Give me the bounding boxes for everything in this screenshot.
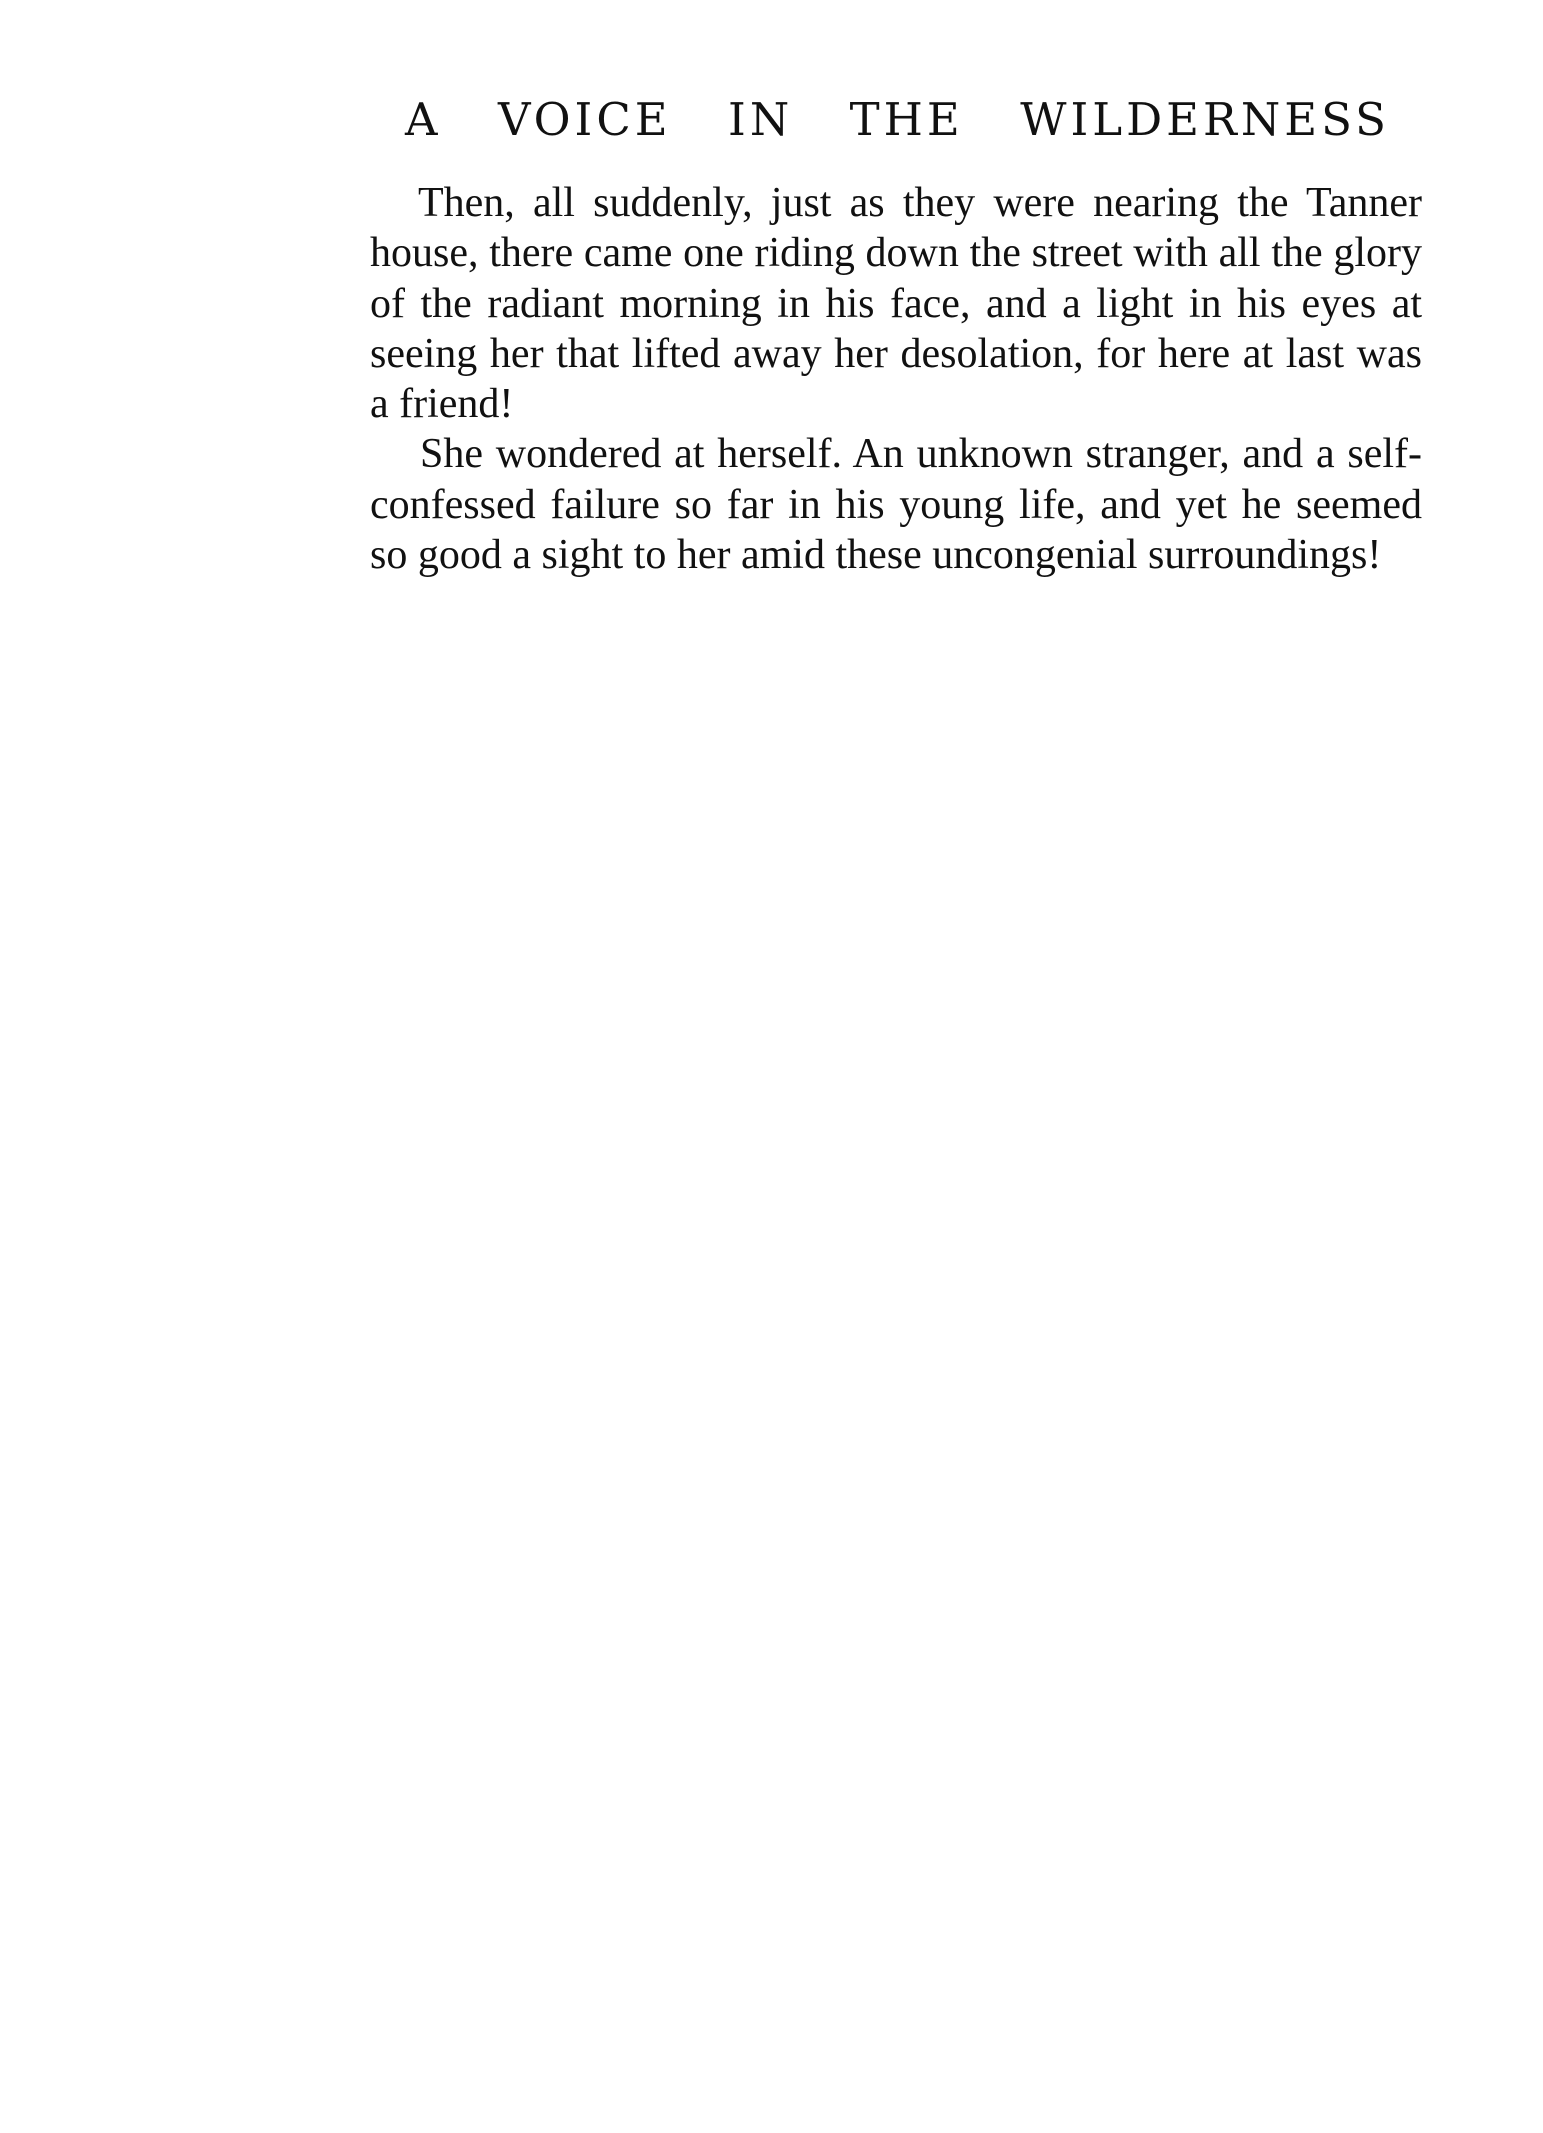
paragraph: Then, all suddenly, just as they were nearing the Tanner house, there came one riding down the street with all the glory of the radiant morning in his face, and a light in his eyes at seeing her that lifted away her desolation, for here at last was a friend! [370, 180, 1422, 428]
paragraph: She wondered at herself. An unknown stranger, and a self-confessed failure so far in his young life, and yet he seemed so good a sight to her amid these uncongenial surroundings! [370, 431, 1422, 579]
running-head: A VOICE IN THE WILDERNESS [405, 93, 1390, 146]
body-text [370, 178, 1422, 580]
